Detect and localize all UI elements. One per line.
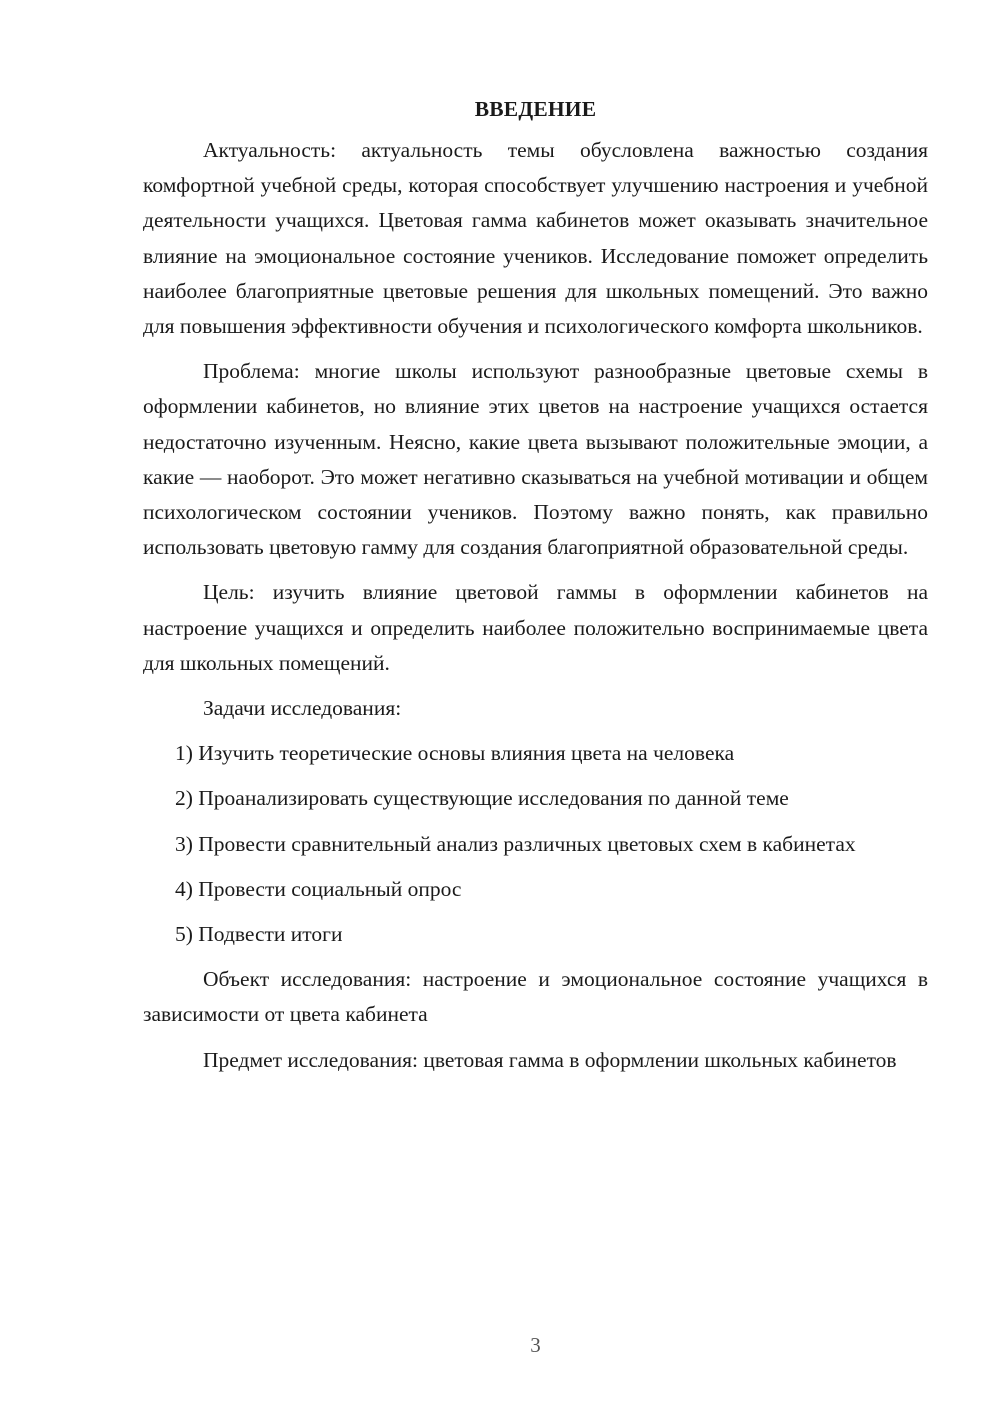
page-number: 3	[530, 1333, 541, 1357]
task-item: 4) Провести социальный опрос	[175, 876, 462, 901]
task-item: 5) Подвести итоги	[175, 922, 343, 947]
paragraph-goal: Цель: изучить влияние цветовой гаммы в оформлении кабинетов на настроение учащихся и определить наиболее положительно воспринимаемые цвета для школьных помещений.	[143, 580, 928, 675]
paragraph-problem: Проблема: многие школы используют разнообразные цветовые схемы в оформлении кабинетов, но влияние этих цветов на настроение учащихся остается недостаточно изученным. Неясно, какие цвета вызывают положительные эмоции, а какие — наоборот. Это может негативно сказываться на учебной мотивации и общем психологическом состоянии учеников. Поэтому важно понять, как правильно использовать цветовую гамму для создания благоприятной образовательной среды.	[143, 359, 928, 560]
document-page	[143, 92, 928, 1088]
tasks-heading: Задачи исследования:	[203, 696, 402, 721]
paragraph-object: Объект исследования: настроение и эмоциональное состояние учащихся в зависимости от цвета кабинета	[143, 967, 928, 1027]
paragraph-subject: Предмет исследования: цветовая гамма в оформлении школьных кабинетов	[203, 1047, 897, 1072]
task-item: 1) Изучить теоретические основы влияния цвета на человека	[175, 741, 735, 766]
section-title: ВВЕДЕНИЕ	[474, 97, 597, 121]
paragraph-relevance: Актуальность: актуальность темы обусловлена важностью создания комфортной учебной среды, которая способствует улучшению настроения и учебной деятельности учащихся. Цветовая гамма кабинетов может оказывать значительное влияние на эмоциональное состояние учеников. Исследование поможет определить наиболее благоприятные цветовые решения для школьных помещений. Это важно для повышения эффективности обучения и психологического комфорта школьников.	[143, 138, 928, 339]
task-item: 2) Проанализировать существующие исследования по данной теме	[175, 786, 789, 811]
task-item: 3) Провести сравнительный анализ различных цветовых схем в кабинетах	[175, 831, 856, 856]
